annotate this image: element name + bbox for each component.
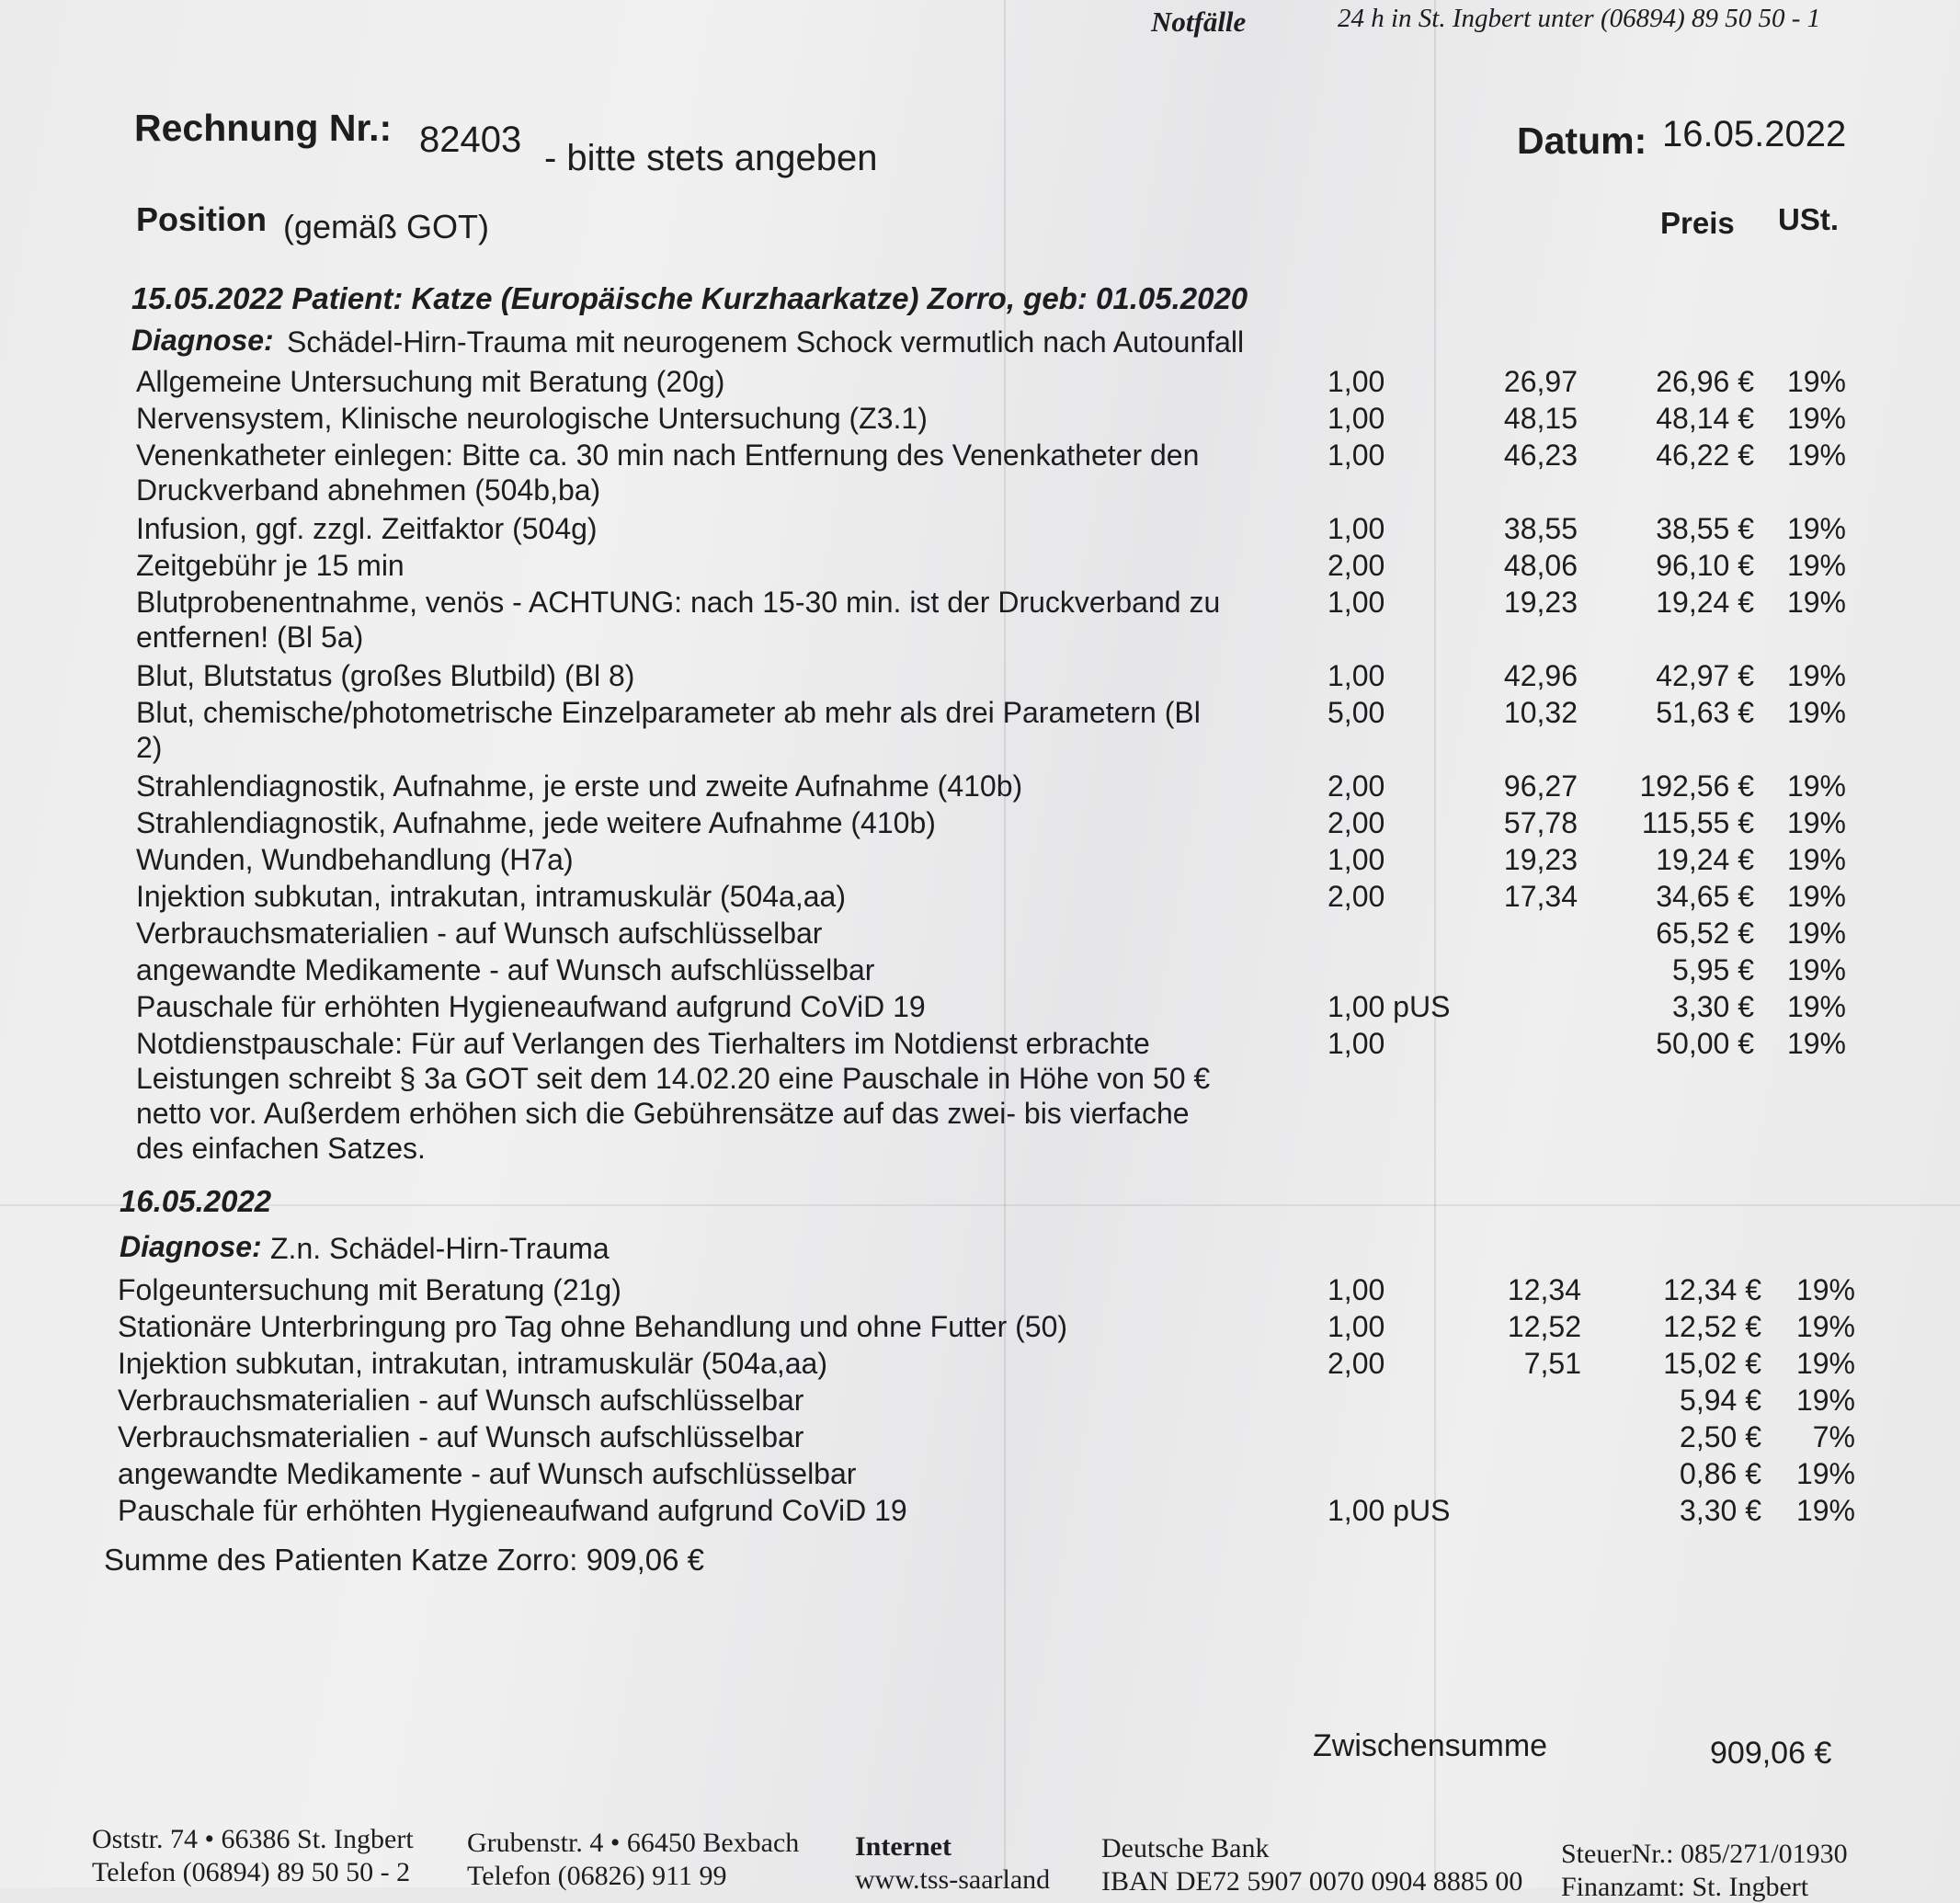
section2-heading: 16.05.2022 — [120, 1184, 272, 1218]
item-total-price: 42,97 € — [1656, 659, 1754, 692]
item-description: Wunden, Wundbehandlung (H7a) — [136, 843, 574, 876]
item-total-price: 3,30 € — [1680, 1494, 1761, 1527]
item-quantity: 2,00 — [1328, 769, 1385, 803]
item-description: Blutprobenentnahme, venös - ACHTUNG: nach 15-30 min. ist der Druckverband zu entfernen! (Bl 5a) — [136, 586, 1221, 654]
item-description: Pauschale für erhöhten Hygieneaufwand aufgrund CoViD 19 — [118, 1494, 907, 1527]
item-quantity: 2,00 — [1328, 806, 1385, 839]
invoice-label: Rechnung Nr.: — [134, 107, 393, 149]
item-description: Pauschale für erhöhten Hygieneaufwand aufgrund CoViD 19 — [136, 990, 926, 1023]
item-total-price: 19,24 € — [1656, 586, 1754, 619]
section1-heading: 15.05.2022 Patient: Katze (Europäische Kurzhaarkatze) Zorro, geb: 01.05.2020 — [131, 281, 1248, 315]
item-quantity: 1,00 — [1328, 365, 1385, 398]
item-unit-price: 12,34 — [1507, 1273, 1581, 1306]
item-vat-rate: 19% — [1795, 1347, 1855, 1380]
item-description: angewandte Medikamente - auf Wunsch aufschlüsselbar — [118, 1457, 857, 1490]
item-quantity: 2,00 — [1328, 1347, 1385, 1380]
item-unit-price: 46,23 — [1503, 439, 1578, 472]
item-description: Injektion subkutan, intrakutan, intramuskulär (504a,aa) — [118, 1347, 827, 1380]
item-unit-price: 7,51 — [1523, 1347, 1581, 1380]
item-total-price: 2,50 € — [1680, 1420, 1761, 1453]
item-description: Verbrauchsmaterialien - auf Wunsch aufschlüsselbar — [118, 1384, 804, 1417]
item-quantity: 1,00 — [1328, 843, 1385, 876]
item-unit-price: 17,34 — [1503, 880, 1578, 913]
item-vat-rate: 19% — [1786, 769, 1846, 803]
item-description: Stationäre Unterbringung pro Tag ohne Behandlung und ohne Futter (50) — [118, 1310, 1068, 1343]
item-description: Blut, Blutstatus (großes Blutbild) (Bl 8) — [136, 659, 635, 692]
item-description: Injektion subkutan, intrakutan, intramuskulär (504a,aa) — [136, 880, 846, 913]
date-value: 16.05.2022 — [1662, 114, 1847, 154]
item-quantity: 1,00 — [1328, 659, 1385, 692]
invoice-number: 82403 — [419, 120, 522, 160]
item-total-price: 51,63 € — [1656, 696, 1754, 729]
paper-fold — [0, 1204, 1960, 1206]
item-total-price: 34,65 € — [1656, 880, 1754, 913]
item-vat-rate: 19% — [1786, 549, 1846, 582]
item-vat-rate: 19% — [1795, 1310, 1855, 1343]
item-description: Venenkatheter einlegen: Bitte ca. 30 min nach Entfernung des Venenkatheter den Druckverband abnehmen (504b,ba) — [136, 439, 1200, 507]
item-quantity: 2,00 — [1328, 549, 1385, 582]
item-vat-rate: 19% — [1795, 1384, 1855, 1417]
item-vat-rate: 19% — [1786, 402, 1846, 435]
item-total-price: 50,00 € — [1656, 1027, 1754, 1060]
footer-iban: IBAN DE72 5907 0070 0904 8885 00 — [1101, 1866, 1523, 1897]
item-description: Nervensystem, Klinische neurologische Untersuchung (Z3.1) — [136, 402, 928, 435]
item-total-price: 0,86 € — [1680, 1457, 1761, 1490]
item-unit-price: 19,23 — [1503, 843, 1578, 876]
item-total-price: 115,55 € — [1641, 806, 1754, 839]
item-total-price: 12,34 € — [1663, 1273, 1761, 1306]
footer-tax-number: SteuerNr.: 085/271/01930 — [1561, 1839, 1848, 1869]
item-description: Notdienstpauschale: Für auf Verlangen des Tierhalters im Notdienst erbrachte Leistungen schreibt § 3a GOT seit dem 14.02.20 eine Pauschale in Höhe von 50 € netto vor. Außerdem erhöhen sich die Gebührensätze auf das zwei- bis vierfache des einfachen Satzes. — [136, 1027, 1211, 1165]
item-unit-price: 19,23 — [1503, 586, 1578, 619]
paper-fold — [1434, 0, 1436, 1887]
item-total-price: 46,22 € — [1656, 439, 1754, 472]
column-header-price: Preis — [1660, 206, 1735, 240]
item-total-price: 12,52 € — [1663, 1310, 1761, 1343]
item-vat-rate: 19% — [1795, 1273, 1855, 1306]
item-unit-price: 38,55 — [1503, 512, 1578, 545]
item-unit-price: 48,06 — [1503, 549, 1578, 582]
item-unit-price: 42,96 — [1503, 659, 1578, 692]
item-description: Strahlendiagnostik, Aufnahme, je erste und zweite Aufnahme (410b) — [136, 769, 1023, 803]
item-vat-rate: 19% — [1786, 806, 1846, 839]
item-total-price: 3,30 € — [1672, 990, 1754, 1023]
item-quantity: 1,00 — [1328, 1310, 1385, 1343]
item-quantity: 1,00 — [1328, 586, 1385, 619]
item-total-price: 65,52 € — [1656, 917, 1754, 950]
item-total-price: 26,96 € — [1656, 365, 1754, 398]
item-vat-rate: 19% — [1786, 880, 1846, 913]
footer-internet-label: Internet — [855, 1831, 952, 1862]
item-vat-rate: 19% — [1786, 917, 1846, 950]
patient-sum: Summe des Patienten Katze Zorro: 909,06 € — [104, 1543, 705, 1577]
item-vat-rate: 19% — [1786, 696, 1846, 729]
item-total-price: 5,94 € — [1680, 1384, 1761, 1417]
section2-diagnosis-text: Z.n. Schädel-Hirn-Trauma — [270, 1232, 610, 1265]
position-label: Position — [136, 200, 267, 238]
footer-tax-office: Finanzamt: St. Ingbert — [1561, 1872, 1809, 1902]
item-vat-rate: 19% — [1786, 586, 1846, 619]
emergency-label: Notfälle — [1151, 6, 1247, 38]
item-unit-price: 26,97 — [1503, 365, 1578, 398]
position-note: (gemäß GOT) — [283, 208, 490, 245]
item-vat-rate: 19% — [1795, 1494, 1855, 1527]
item-total-price: 5,95 € — [1672, 953, 1754, 986]
item-description: Blut, chemische/photometrische Einzelparameter ab mehr als drei Parametern (Bl 2) — [136, 696, 1201, 764]
item-quantity: 1,00 — [1328, 402, 1385, 435]
item-unit-price: 48,15 — [1503, 402, 1578, 435]
item-vat-rate: 19% — [1786, 990, 1846, 1023]
item-quantity: 1,00 — [1328, 439, 1385, 472]
item-quantity: 1,00 pUS — [1328, 1494, 1451, 1527]
item-quantity: 1,00 — [1328, 512, 1385, 545]
subtotal-value: 909,06 € — [1710, 1736, 1832, 1771]
item-description: Verbrauchsmaterialien - auf Wunsch aufschlüsselbar — [136, 917, 823, 950]
item-quantity: 5,00 — [1328, 696, 1385, 729]
item-vat-rate: 19% — [1795, 1457, 1855, 1490]
item-description: Zeitgebühr je 15 min — [136, 549, 405, 582]
item-vat-rate: 19% — [1786, 365, 1846, 398]
item-unit-price: 57,78 — [1503, 806, 1578, 839]
item-quantity: 1,00 pUS — [1328, 990, 1451, 1023]
item-quantity: 1,00 — [1328, 1273, 1385, 1306]
item-total-price: 38,55 € — [1656, 512, 1754, 545]
item-vat-rate: 19% — [1786, 512, 1846, 545]
item-vat-rate: 19% — [1786, 659, 1846, 692]
item-total-price: 48,14 € — [1656, 402, 1754, 435]
item-total-price: 192,56 € — [1639, 769, 1754, 803]
date-label: Datum: — [1517, 120, 1647, 162]
item-description: Infusion, ggf. zzgl. Zeitfaktor (504g) — [136, 512, 598, 545]
item-description: angewandte Medikamente - auf Wunsch aufschlüsselbar — [136, 953, 875, 986]
footer-phone-2: Telefon (06826) 911 99 — [467, 1861, 727, 1891]
footer-address-1: Oststr. 74 • 66386 St. Ingbert — [92, 1824, 414, 1854]
item-unit-price: 96,27 — [1503, 769, 1578, 803]
emergency-text: 24 h in St. Ingbert unter (06894) 89 50 50 - 1 — [1338, 4, 1821, 33]
footer-website[interactable]: www.tss-saarland — [855, 1864, 1051, 1895]
item-total-price: 96,10 € — [1656, 549, 1754, 582]
item-unit-price: 12,52 — [1507, 1310, 1581, 1343]
item-description: Verbrauchsmaterialien - auf Wunsch aufschlüsselbar — [118, 1420, 804, 1453]
item-vat-rate: 19% — [1786, 953, 1846, 986]
section1-diagnosis-text: Schädel-Hirn-Trauma mit neurogenem Schock vermutlich nach Autounfall — [287, 325, 1245, 359]
item-description: Allgemeine Untersuchung mit Beratung (20g) — [136, 365, 725, 398]
item-total-price: 19,24 € — [1656, 843, 1754, 876]
invoice-note: - bitte stets angeben — [544, 138, 878, 178]
section2-diagnosis-label: Diagnose: — [120, 1230, 262, 1263]
item-vat-rate: 7% — [1812, 1420, 1855, 1453]
subtotal-label: Zwischensumme — [1313, 1728, 1548, 1763]
section1-diagnosis-label: Diagnose: — [131, 324, 274, 357]
item-unit-price: 10,32 — [1503, 696, 1578, 729]
footer-bank: Deutsche Bank — [1101, 1833, 1270, 1863]
footer-phone-1: Telefon (06894) 89 50 50 - 2 — [92, 1857, 411, 1887]
item-vat-rate: 19% — [1786, 439, 1846, 472]
column-header-vat: USt. — [1778, 202, 1839, 236]
item-description: Strahlendiagnostik, Aufnahme, jede weitere Aufnahme (410b) — [136, 806, 936, 839]
footer-address-2: Grubenstr. 4 • 66450 Bexbach — [467, 1828, 800, 1858]
item-description: Folgeuntersuchung mit Beratung (21g) — [118, 1273, 621, 1306]
item-quantity: 2,00 — [1328, 880, 1385, 913]
item-vat-rate: 19% — [1786, 1027, 1846, 1060]
item-total-price: 15,02 € — [1663, 1347, 1761, 1380]
item-quantity: 1,00 — [1328, 1027, 1385, 1060]
item-vat-rate: 19% — [1786, 843, 1846, 876]
